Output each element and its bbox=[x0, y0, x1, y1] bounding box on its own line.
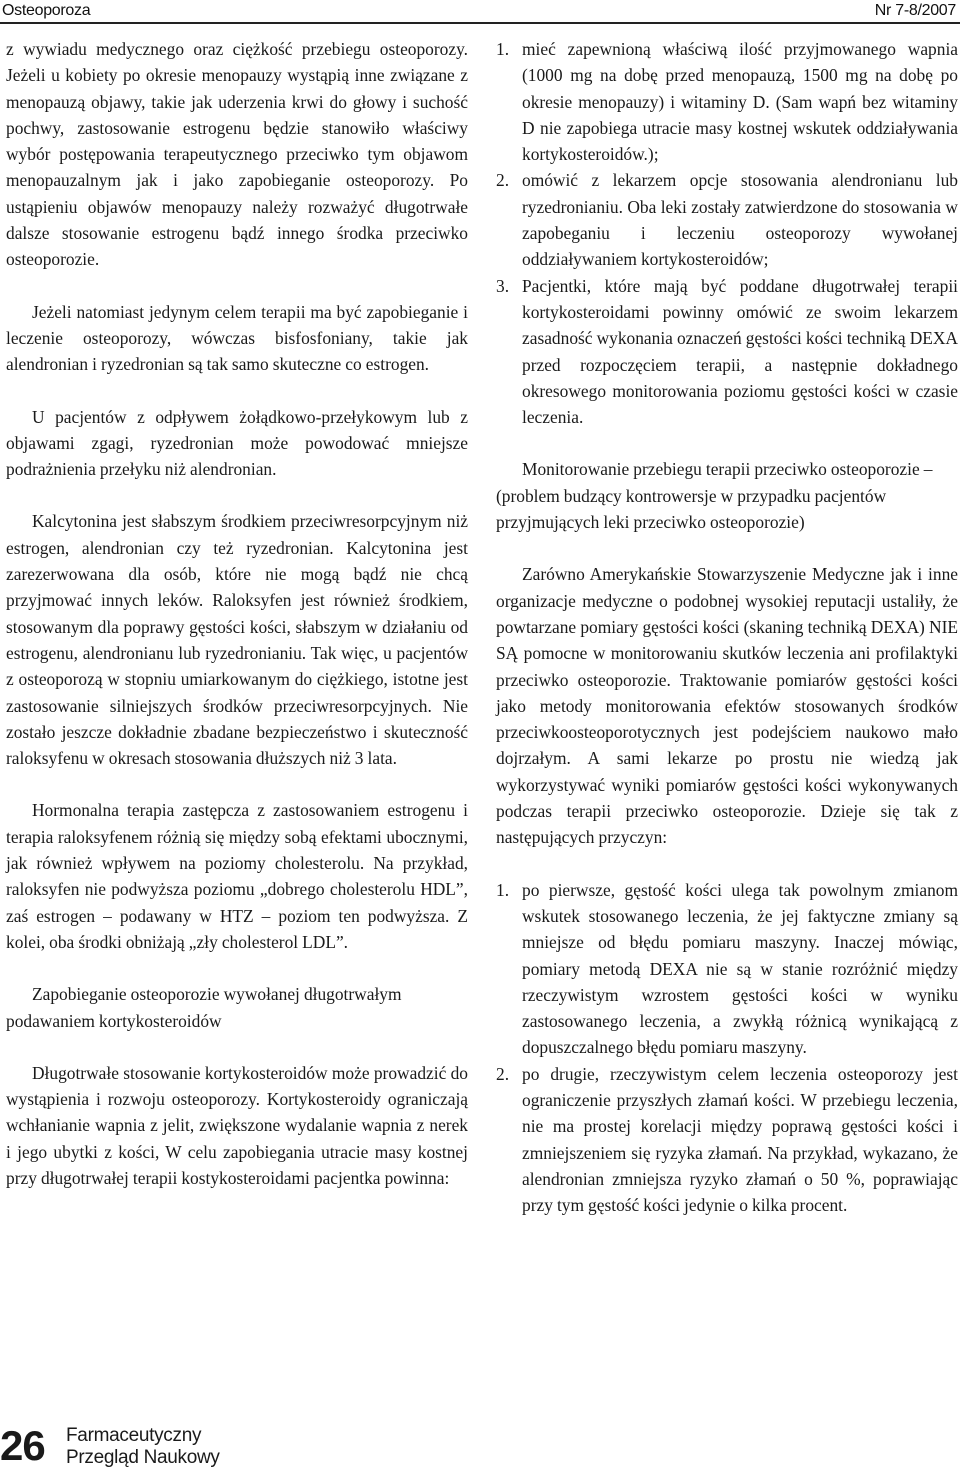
list-item bbox=[496, 36, 958, 167]
list-text: mieć zapewnioną właściwą ilość przyjmowanego wapnia (1000 mg na dobę przed menopauzą, 1500 mg na dobę po okresie menopauzy) i witaminy D. (Sam wapń bez witaminy D nie zapobiega utracie masy kostnej wskutek oddziaływania kortykosteroidów.); bbox=[522, 39, 958, 165]
page-footer bbox=[0, 1420, 480, 1470]
list-text: po drugie, rzeczywistym celem leczenia osteoporozy jest ograniczenie przyszłych złamań kości. W przebiegu leczenia, nie ma prostej korelacji między poprawą gęstości kości i zmniejszeniem się ryzyka złamań. Na przykład, wykazano, że alendronian zmniejsza ryzyko złamań o 50 %, poprawiając przy tym gęstość kości jedynie o kilka procent. bbox=[522, 1063, 958, 1216]
list-text: po pierwsze, gęstość kości ulega tak powolnym zmianom wskutek stosowanego leczenia, że jej faktyczne zmiany są mniejsze od błędu pomiaru maszyny. Inaczej mówiąc, pomiary metodą DEXA nie są w stanie rozróżnić między rzeczywistym wzrostem gęstości kości w wyniku zastosowanego leczenia, a zwykłą różnicą wynikającą z dopuszczalnego błędu pomiaru maszyny. bbox=[522, 879, 958, 1058]
list-number: 1. bbox=[496, 39, 510, 59]
header-rule bbox=[0, 22, 960, 24]
page-number: 26 bbox=[0, 1422, 45, 1469]
left-column bbox=[6, 36, 468, 1191]
right-column bbox=[496, 36, 958, 1244]
recommendation-list bbox=[496, 36, 958, 430]
list-text: omówić z lekarzem opcje stosowania alendronianu lub ryzedronianiu. Oba leki zostały zatwierdzone do stosowania w zapobeganiu i leczeniu osteoporozy wywołanej oddziaływaniem kortykosteroidów; bbox=[522, 170, 958, 270]
paragraph-corticosteroids: Długotrwałe stosowanie kortykosteroidów może prowadzić do wystąpienia i rozwoju osteoporozy. Kortykosteroidy ograniczają wchłanianie wapnia z jelit, zwiększone wydalanie wapnia z nerek i jego ubytki z kości, W celu zapobiegania utracie masy kostnej przy długotrwałej terapii kostykosteroidami pacjentka powinna: bbox=[6, 1062, 468, 1188]
section-title: Osteoporoza bbox=[2, 2, 91, 19]
reasons-list bbox=[496, 877, 958, 1219]
paragraph-monitoring: Zarówno Amerykańskie Stowarzyszenie Medyczne jak i inne organizacje medyczne o podobnej wysokiej reputacji ustaliły, że powtarzane pomiary gęstości kości (skaning techniką DEXA) NIE SĄ pomocne w monitorowaniu skutków leczenia ani profilaktyki przeciwko osteoporozie. Traktowanie pomiarów gęstości kości jako metody monitorowania efektów stosowanych środków przeciwkoosteoporotycznych jest podejściem naukowo mało dojrzałym. A sami lekarze po prostu nie wiedzą jak wykorzystywać wyniki pomiarów gęstości kości wykonywanych podczas terapii przeciwko osteoporozie. Dzieje się tak z następujących przyczyn: bbox=[496, 564, 958, 848]
list-text: Pacjentki, które mają być poddane długotrwałej terapii kortykosteroidami powinny omówić ze swoim lekarzem zasadność wykonania oznaczeń gęstości kości techniką DEXA przed rozpoczęciem terapii, a następnie dokładnego okresowego monitorowania poziomu gęstości kości w czasie leczenia. bbox=[522, 275, 958, 428]
magazine-name-line1: Farmaceutyczny bbox=[66, 1425, 202, 1446]
paragraph-calcitonin: Kalcytonina jest słabszym środkiem przeciwresorpcyjnym niż estrogen, alendronian czy też ryzedronian. Kalcytonina jest zarezerwowana dla osób, które nie mogą bądź nie chcą przyjmować innych leków. Raloksyfen jest również środkiem, stosowanym dla poprawy gęstości kości, słabszym w działaniu od estrogenu, alendronianu lub ryzedronianiu. Tak więc, u pacjentów z osteoporozą w stopniu umiarkowanym do ciężkiego, istotne jest zastosowanie silniejszych środków przeciwresorpcyjnych. Nie zostało jeszcze dokładnie zbadane bezpieczeństwo i skuteczność raloksyfenu w okresach stosowania dłuższych niż 3 lata. bbox=[6, 511, 468, 769]
section-heading-monitoring: Monitorowanie przebiegu terapii przeciwko osteoporozie – (problem budzący kontrowersje w przypadku pacjentów przyjmujących leki przeciwko osteoporozie) bbox=[496, 459, 933, 533]
issue-number: Nr 7-8/2007 bbox=[874, 2, 956, 19]
magazine-name-line2: Przegląd Naukowy bbox=[66, 1447, 220, 1468]
section-heading-corticosteroids: Zapobieganie osteoporozie wywołanej długotrwałym podawaniem kortykosteroidów bbox=[6, 984, 402, 1031]
list-item bbox=[496, 1061, 958, 1219]
paragraph-bisphosphonates: Jeżeli natomiast jedynym celem terapii ma być zapobieganie i leczenie osteoporozy, wówczas bisfosfoniany, takie jak alendronian i ryzedronian są tak samo skuteczne co estrogen. bbox=[6, 301, 468, 375]
list-number: 1. bbox=[496, 879, 510, 900]
paragraph-reflux: U pacjentów z odpływem żołądkowo-przełykowym lub z objawami zgagi, ryzedronian może powodować mniejsze podrażnienia przełyku niż alendronian. bbox=[6, 406, 468, 480]
paragraph-intro: z wywiadu medycznego oraz ciężkość przebiegu osteoporozy. Jeżeli u kobiety po okresie menopauzy wystąpią inne związane z menopauzą objawy, takie jak uderzenia krwi do głowy i suchość pochwy, zastosowanie estrogenu będzie stanowiło właściwy wybór postępowania terapeutycznego przeciwko tym objawom menopauzalnym jak i jako zapobieganie osteoporozy. Po ustąpieniu objawów menopauzy należy rozważyć długotrwałe dalsze stosowanie estrogenu bądź innego środka przeciwko osteoporozie. bbox=[6, 39, 468, 270]
list-number: 3. bbox=[496, 275, 510, 296]
list-item bbox=[496, 167, 958, 272]
list-number: 2. bbox=[496, 1063, 510, 1084]
page-header bbox=[0, 0, 960, 22]
paragraph-hrt: Hormonalna terapia zastępcza z zastosowaniem estrogenu i terapia raloksyfenem różnią się między sobą efektami ubocznymi, jak również wpływem na poziomy cholesterolu. Na przykład, raloksyfen nie podwyższa poziomu „dobrego cholesterolu HDL”, zaś estrogen – podawany w HTZ – poziom ten podwyższa. Z kolei, oba środki obniżają „zły cholesterol LDL”. bbox=[6, 800, 468, 952]
list-item bbox=[496, 877, 958, 1061]
list-item bbox=[496, 273, 958, 431]
list-number: 2. bbox=[496, 170, 510, 191]
